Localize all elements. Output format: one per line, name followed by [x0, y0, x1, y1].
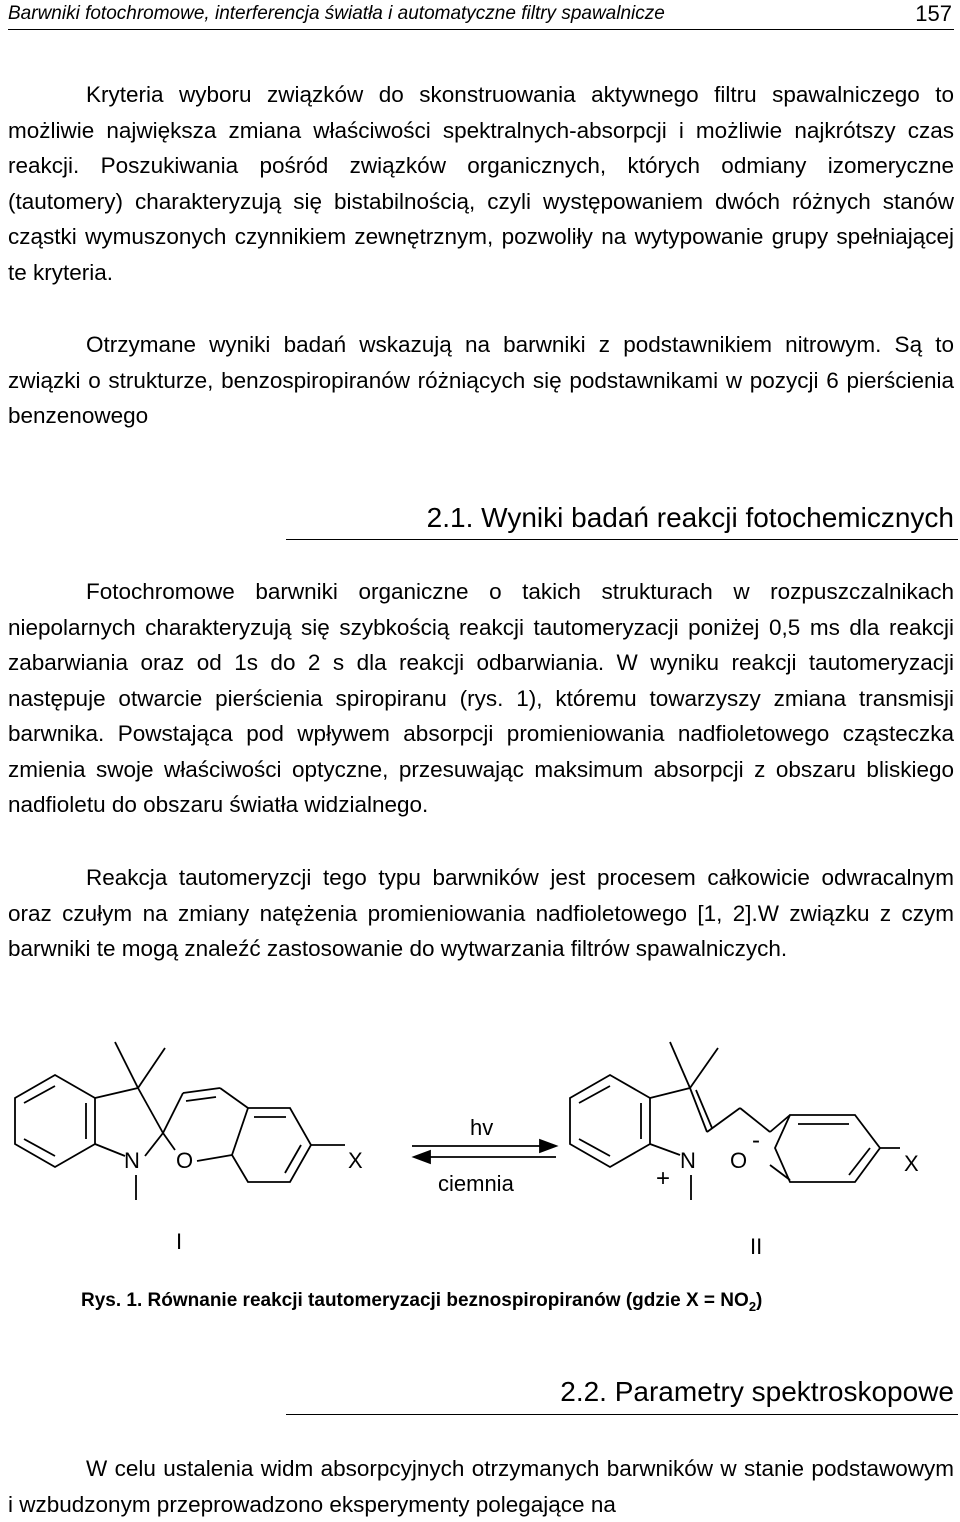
structure-label-ii: II [750, 1234, 763, 1259]
atom-n-left: N [124, 1148, 140, 1173]
running-title: Barwniki fotochromowe, interferencja światła i automatyczne filtry spawalnicze [8, 3, 665, 24]
reaction-scheme-figure [0, 1030, 960, 1270]
section-rule [286, 539, 958, 540]
molecule-i-bonds [15, 1042, 345, 1200]
arrow-label-ciemnia: ciemnia [438, 1171, 514, 1196]
section-heading-2-2: 2.2. Parametry spektroskopowe [560, 1376, 954, 1407]
running-header [8, 0, 954, 30]
paragraph-results: Otrzymane wyniki badań wskazują na barwniki z podstawnikiem nitrowym. Są to związki o strukturze, benzospiropiranów różniących się podstawnikami w pozycji 6 pierścienia benzenowego [8, 332, 954, 428]
positive-charge: + [656, 1165, 671, 1192]
substituent-x-left: X [348, 1148, 363, 1173]
figure-caption-text: Rys. 1. Równanie reakcji tautomeryzacji beznospiropiranów (gdzie X = NO [81, 1290, 749, 1311]
atom-o-right: O [730, 1148, 748, 1173]
equilibrium-arrow [412, 1140, 556, 1163]
page-number: 157 [915, 1, 952, 26]
figure-caption-subscript: 2 [748, 1298, 757, 1314]
arrow-label-hv: hv [470, 1115, 494, 1140]
section-heading-2-1: 2.1. Wyniki badań reakcji fotochemicznych [426, 502, 954, 533]
structure-label-i: I [176, 1229, 183, 1254]
figure-caption [81, 1290, 762, 1314]
paragraph-photochromic: Fotochromowe barwniki organiczne o takich strukturach w rozpuszczalnikach niepolarnych charakteryzują się szybkością reakcji tautomeryzacji poniżej 0,5 ms dla reakcji zabarwiania oraz od 1s do 2 s dla reakcji odbarwiania. W wyniku reakcji tautomeryzacji następuje otwarcie pierścienia spiropiranu (rys. 1), któremu towarzyszy zmiana transmisji barwnika. Powstająca pod wpływem absorpcji promieniowania nadfioletowego cząsteczka zmienia swoje właściwości optyczne, przesuwając maksimum absorpcji z obszaru bliskiego nadfioletu do obszaru światła widzialnego. [8, 579, 954, 817]
figure-caption-end: ) [756, 1290, 763, 1311]
section-rule [286, 1414, 958, 1415]
paragraph-criteria: Kryteria wyboru związków do skonstruowania aktywnego filtru spawalniczego to możliwie największa zmiana właściwości spektralnych-absorpcji i możliwie najkrótszy czas reakcji. Poszukiwania pośród związków organicznych, których odmiany izomeryczne (tautomery) charakteryzują się bistabilnością, czyli występowaniem dwóch różnych stanów cząstki wymuszonych czynnikiem zewnętrznym, pozwoliły na wytypowanie grupy spełniającej te kryteria. [8, 82, 954, 285]
molecule-ii-bonds [570, 1042, 900, 1200]
atom-n-right: N [680, 1148, 696, 1173]
paragraph-reversible: Reakcja tautomeryzcji tego typu barwników jest procesem całkowicie odwracalnym oraz czułym na zmiany natężenia promieniowania nadfioletowego [1, 2].W związku z czym barwniki te mogą znaleźć zastosowanie do wytwarzania filtrów spawalniczych. [8, 865, 954, 961]
negative-charge: - [752, 1127, 760, 1154]
atom-o-left: O [176, 1148, 194, 1173]
substituent-x-right: X [904, 1151, 919, 1176]
paragraph-spectroscopy: W celu ustalenia widm absorpcyjnych otrzymanych barwników w stanie podstawowym i wzbudzonym przeprowadzono eksperymenty polegające na [8, 1456, 954, 1517]
